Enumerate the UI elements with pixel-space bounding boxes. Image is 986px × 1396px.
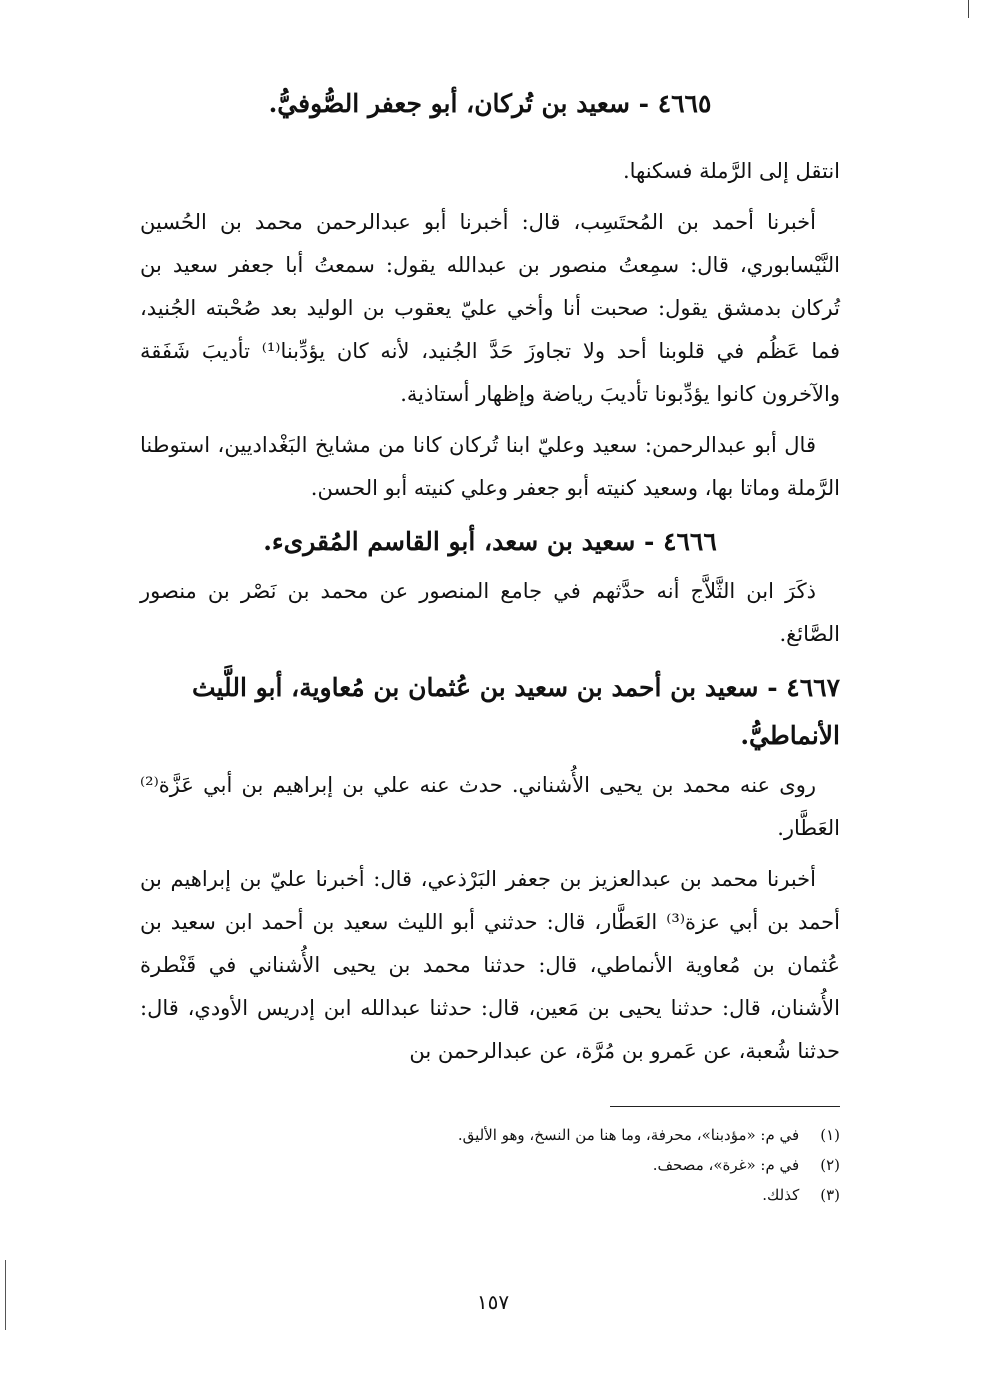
footnotes	[140, 1120, 840, 1210]
footnote-text: كذلك.	[762, 1186, 800, 1204]
scan-margin-line	[5, 1260, 6, 1330]
footnote-divider	[610, 1106, 840, 1107]
paragraph: انتقل إلى الرَّملة فسكنها.	[622, 159, 840, 183]
scan-edge-mark	[968, 0, 969, 18]
footnote-number: (٢)	[820, 1156, 840, 1174]
paragraph: روى عنه محمد بن يحيى الأُشناني. حدث عنه علي بن إبراهيم بن أبي عَزَّة⁽²⁾ العَطَّار.	[140, 773, 840, 840]
footnote-2	[140, 1150, 840, 1180]
footnote-3	[140, 1180, 840, 1210]
entry-title-4665: ٤٦٦٥ - سعيد بن تُركان، أبو جعفر الصُّوفيُّ.	[268, 89, 712, 118]
entry-title-4667: ٤٦٦٧ - سعيد بن أحمد بن سعيد بن عُثمان بن مُعاوية، أبو اللَّيث الأنماطيُّ.	[191, 673, 840, 750]
paragraph: قال أبو عبدالرحمن: سعيد وعليّ ابنا تُركان كانا من مشايخ البَغْداديين، استوطنا الرَّملة وماتا بها، وسعيد كنيته أبو جعفر وعلي كنيته أبو الحسن.	[140, 433, 840, 500]
footnote-text: في م: «مؤدبنا»، محرفة، وما هنا من النسخ، وهو الأليق.	[457, 1126, 800, 1144]
footnote-1	[140, 1120, 840, 1150]
page-number: ١٥٧	[476, 1290, 510, 1314]
entry-title-4666: ٤٦٦٦ - سعيد بن سعد، أبو القاسم المُقرىء.	[263, 527, 717, 556]
paragraph: ذكَرَ ابن الثَّلاَّج أنه حدَّثهم في جامع المنصور عن محمد بن نَصْر بن منصور الصَّائغ.	[140, 579, 840, 646]
footnote-number: (٣)	[820, 1186, 840, 1204]
page-body	[140, 70, 840, 1081]
footnote-number: (١)	[820, 1126, 840, 1144]
paragraph: أخبرنا محمد بن عبدالعزيز بن جعفر البَرْذعي، قال: أخبرنا عليّ بن إبراهيم بن أحمد بن أبي عزة⁽³⁾ العَطَّار، قال: حدثني أبو الليث سعيد بن أحمد ابن سعيد بن عُثمان بن مُعاوية الأنماطي، قال: حدثنا محمد بن يحيى الأُشناني في قَنْطرة الأُشنان، قال: حدثنا يحيى بن مَعين، قال: حدثنا عبدالله ابن إدريس الأودي، قال: حدثنا شُعبة، عن عَمرو بن مُرَّة، عن عبدالرحمن بن	[140, 867, 841, 1063]
footnote-text: في م: «غرة»، مصحف.	[652, 1156, 800, 1174]
paragraph: أخبرنا أحمد بن المُحتَسِب، قال: أخبرنا أبو عبدالرحمن محمد بن الحُسين النَّيْسابوري، قال: سمِعتُ منصور بن عبدالله يقول: سمعتُ أبا جعفر سعيد بن تُركان بدمشق يقول: صحبت أنا وأخي عليّ يعقوب بن الوليد بعد صُحْبته الجُنيد، فما عَظُم في قلوبنا أحد ولا تجاوزَ حَدَّ الجُنيد، لأنه كان يؤدِّبنا⁽¹⁾ تأديبَ شَفَقة والآخرون كانوا يؤدِّبونا تأديبَ رياضة وإظهار أستاذية.	[140, 210, 840, 406]
